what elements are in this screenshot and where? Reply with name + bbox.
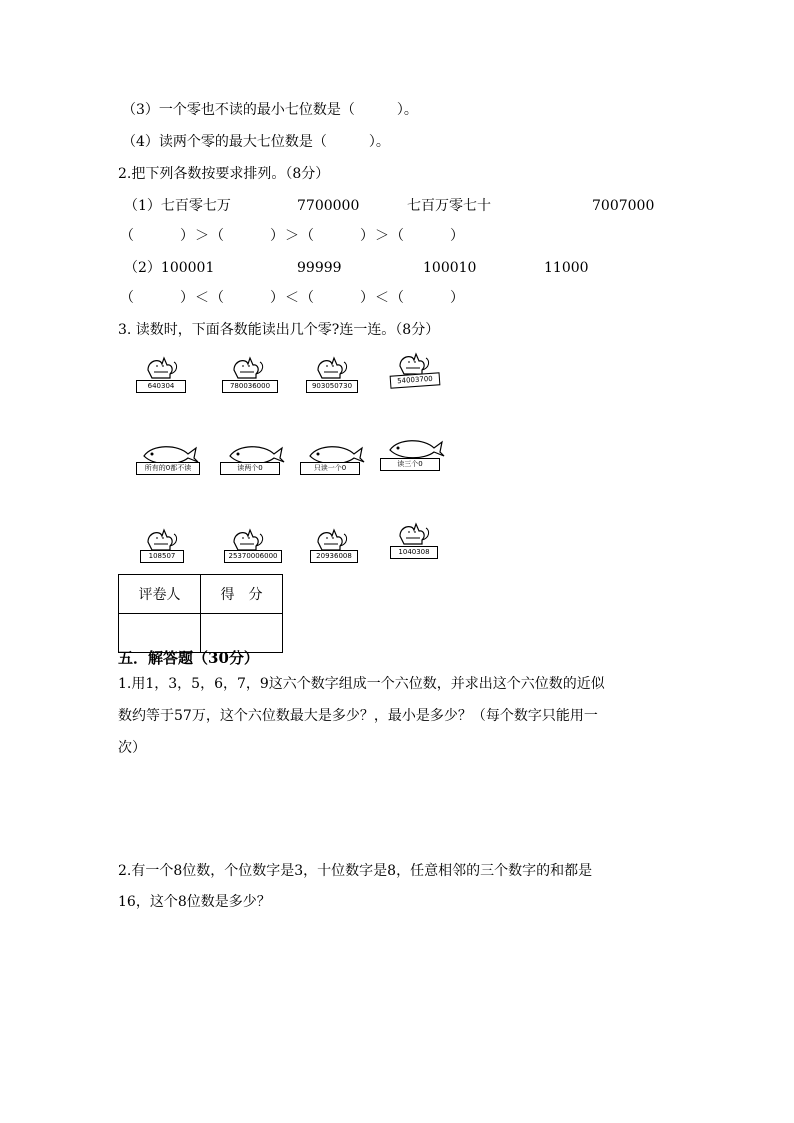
q2-part1-blanks: （ ）＞（ ）＞（ ）＞（ ） [120,228,465,244]
reviewer-header: 评卷人 [119,575,201,614]
cat-icon [134,352,204,398]
score-cell[interactable] [201,614,283,653]
bottom-number-tag: 108507 [140,550,184,563]
cat-icon [384,350,454,396]
problem-1-line: 次） [118,740,146,756]
q2-part2-blanks: （ ）＜（ ）＜（ ）＜（ ） [120,290,465,306]
fish-icon [300,436,370,482]
fish-icon [134,436,204,482]
q1-item-4: （4）读两个零的最大七位数是（ ）。 [122,134,390,150]
top-number-tag: 903050730 [306,380,358,393]
cat-icon [134,524,204,570]
fish-label-tag: 读两个0 [220,462,280,475]
section-5-title: 五．解答题（30分） [118,649,259,667]
bottom-number-tag: 20936008 [310,550,358,563]
score-header: 得 分 [201,575,283,614]
problem-1-line: 1.用1，3，5，6，7，9这六个数字组成一个六位数，并求出这个六位数的近似 [118,676,605,692]
q1-item-3: （3）一个零也不读的最小七位数是（ ）。 [122,102,418,118]
q2-part1-value: 七百万零七十 [407,198,491,214]
cat-icon [220,524,290,570]
q2-part2-value: 11000 [544,260,589,276]
cat-icon [384,520,454,566]
reviewer-cell[interactable] [119,614,201,653]
cat-icon [304,352,374,398]
fish-label-tag: 读三个0 [380,458,440,471]
cat-icon [220,352,290,398]
bottom-number-tag: 1040308 [390,546,438,559]
q2-part1-value: 7700000 [297,198,360,214]
fish-icon [380,432,450,478]
problem-2-line: 16，这个8位数是多少？ [118,894,271,910]
top-number-tag: 54003700 [390,372,441,388]
fish-label-tag: 所有的0都不读 [136,462,200,475]
q2-part2-value: 99999 [297,260,342,276]
score-table [118,574,283,653]
q2-heading: 2.把下列各数按要求排列。（8分） [118,166,330,182]
cat-icon [304,524,374,570]
q2-part1-value: 7007000 [592,198,655,214]
fish-label-tag: 只读一个0 [300,462,360,475]
q3-heading: 3. 读数时，下面各数能读出几个零?连一连。（8分） [118,322,440,338]
q2-part1-label: （1）七百零七万 [124,198,231,214]
bottom-number-tag: 25370006000 [224,550,282,563]
problem-1-line: 数约等于57万，这个六位数最大是多少？，最小是多少？（每个数字只能用一 [118,708,598,724]
q2-part2-label: （2）100001 [124,260,215,276]
top-number-tag: 780036000 [222,380,278,393]
q2-part2-value: 100010 [423,260,477,276]
top-number-tag: 640304 [136,380,186,393]
fish-icon [220,436,290,482]
problem-2-line: 2.有一个8位数，个位数字是3，十位数字是8，任意相邻的三个数字的和都是 [118,863,593,879]
